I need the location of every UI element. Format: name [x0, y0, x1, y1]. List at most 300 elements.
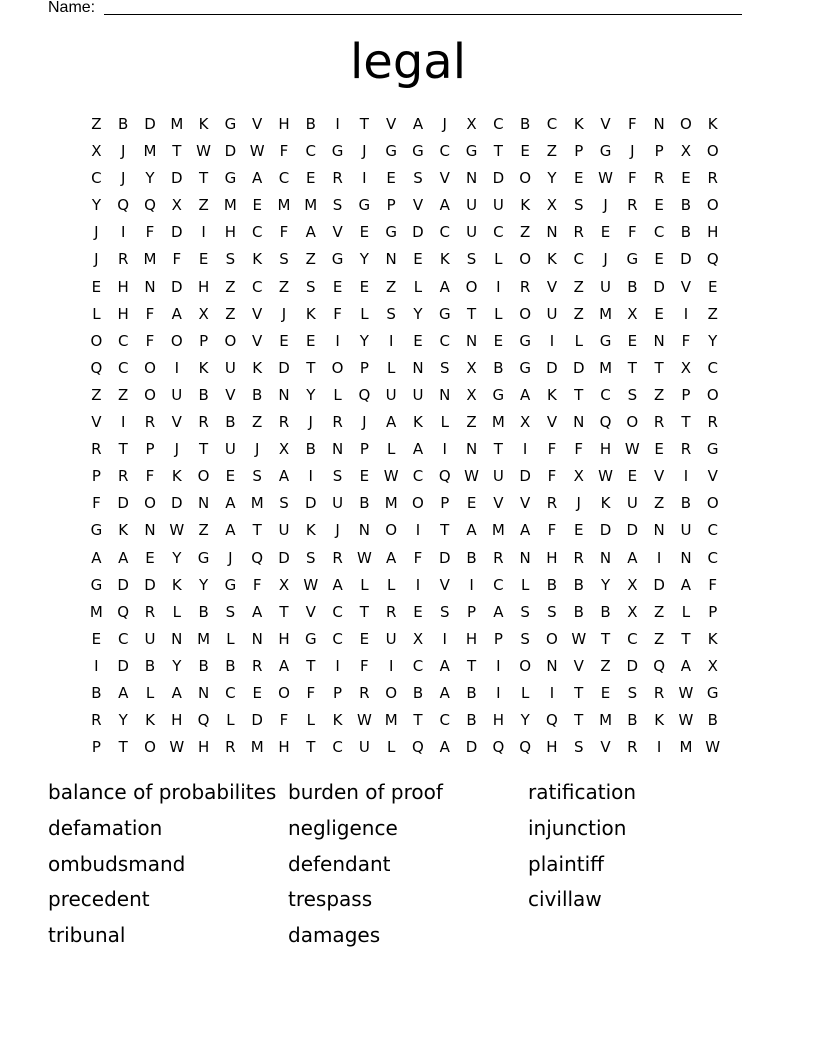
grid-letter[interactable]: B: [627, 711, 638, 730]
grid-letter[interactable]: B: [225, 413, 236, 432]
grid-letter[interactable]: W: [303, 575, 319, 594]
grid-letter[interactable]: E: [493, 331, 504, 350]
grid-letter[interactable]: N: [573, 413, 585, 432]
grid-letter[interactable]: R: [359, 683, 370, 702]
grid-letter[interactable]: G: [304, 629, 317, 648]
grid-letter[interactable]: E: [627, 331, 638, 350]
grid-letter[interactable]: O: [519, 304, 532, 323]
grid-letter[interactable]: R: [117, 467, 129, 486]
grid-letter[interactable]: B: [520, 115, 531, 133]
grid-letter[interactable]: S: [439, 602, 450, 621]
grid-letter[interactable]: I: [201, 223, 206, 242]
grid-letter[interactable]: J: [442, 115, 447, 133]
grid-letter[interactable]: Z: [707, 304, 718, 323]
grid-letter[interactable]: E: [574, 169, 584, 188]
grid-letter[interactable]: O: [144, 738, 156, 757]
grid-letter[interactable]: F: [145, 331, 155, 350]
grid-letter[interactable]: R: [117, 250, 129, 269]
grid-letter[interactable]: S: [627, 683, 638, 702]
grid-letter[interactable]: V: [654, 467, 665, 486]
grid-letter[interactable]: C: [305, 142, 317, 161]
grid-letter[interactable]: P: [91, 738, 101, 757]
grid-letter[interactable]: W: [356, 711, 372, 730]
grid-letter[interactable]: D: [519, 467, 531, 486]
grid-letter[interactable]: L: [440, 413, 449, 432]
grid-letter[interactable]: I: [496, 656, 501, 675]
grid-letter[interactable]: E: [332, 277, 343, 296]
grid-letter[interactable]: T: [306, 358, 316, 377]
grid-letter[interactable]: R: [680, 440, 692, 459]
grid-letter[interactable]: O: [224, 331, 237, 350]
grid-letter[interactable]: R: [627, 196, 638, 215]
grid-letter[interactable]: G: [706, 440, 719, 459]
grid-letter[interactable]: I: [120, 413, 126, 432]
grid-letter[interactable]: J: [630, 142, 635, 161]
grid-letter[interactable]: D: [117, 494, 129, 513]
grid-letter[interactable]: C: [707, 548, 718, 567]
grid-letter[interactable]: D: [680, 250, 692, 269]
grid-letter[interactable]: R: [707, 169, 718, 188]
grid-letter[interactable]: S: [520, 602, 530, 621]
grid-letter[interactable]: E: [359, 629, 370, 648]
grid-letter[interactable]: B: [573, 575, 584, 594]
grid-letter[interactable]: I: [94, 656, 99, 675]
grid-letter[interactable]: G: [358, 196, 371, 215]
grid-letter[interactable]: M: [491, 413, 505, 432]
grid-letter[interactable]: C: [439, 711, 450, 730]
grid-letter[interactable]: L: [520, 575, 530, 594]
grid-letter[interactable]: C: [493, 115, 504, 133]
grid-letter[interactable]: C: [707, 521, 718, 540]
grid-letter[interactable]: T: [681, 413, 691, 432]
grid-letter[interactable]: G: [385, 142, 397, 161]
grid-letter[interactable]: B: [707, 711, 718, 730]
grid-letter[interactable]: Y: [172, 548, 182, 567]
grid-letter[interactable]: B: [305, 440, 316, 459]
grid-letter[interactable]: G: [197, 548, 210, 567]
grid-letter[interactable]: Q: [144, 196, 156, 215]
grid-letter[interactable]: A: [439, 656, 450, 675]
grid-letter[interactable]: C: [332, 602, 343, 621]
grid-letter[interactable]: Z: [198, 521, 209, 540]
grid-letter[interactable]: E: [306, 169, 316, 188]
grid-letter[interactable]: O: [385, 521, 398, 540]
grid-letter[interactable]: F: [547, 467, 557, 486]
grid-letter[interactable]: T: [466, 304, 477, 323]
grid-letter[interactable]: N: [331, 440, 344, 459]
grid-letter[interactable]: X: [573, 467, 584, 486]
grid-letter[interactable]: W: [249, 142, 265, 161]
grid-letter[interactable]: Z: [653, 494, 665, 513]
grid-letter[interactable]: O: [680, 115, 692, 133]
grid-letter[interactable]: X: [466, 385, 477, 404]
grid-letter[interactable]: A: [225, 494, 236, 513]
grid-letter[interactable]: B: [198, 602, 209, 621]
grid-letter[interactable]: H: [546, 548, 558, 567]
grid-letter[interactable]: Z: [305, 250, 316, 269]
grid-letter[interactable]: V: [225, 385, 236, 404]
grid-letter[interactable]: I: [496, 683, 501, 702]
grid-letter[interactable]: B: [466, 548, 477, 567]
grid-letter[interactable]: A: [118, 548, 129, 567]
grid-letter[interactable]: E: [91, 277, 102, 296]
grid-letter[interactable]: B: [546, 575, 558, 594]
grid-letter[interactable]: K: [171, 467, 182, 486]
grid-letter[interactable]: A: [225, 521, 236, 540]
grid-letter[interactable]: H: [278, 738, 290, 757]
grid-letter[interactable]: V: [171, 413, 182, 432]
grid-letter[interactable]: C: [653, 223, 665, 242]
grid-letter[interactable]: V: [520, 494, 531, 513]
grid-letter[interactable]: N: [653, 115, 665, 133]
grid-letter[interactable]: L: [574, 331, 583, 350]
grid-letter[interactable]: W: [169, 521, 185, 540]
grid-letter[interactable]: F: [547, 521, 557, 540]
grid-letter[interactable]: D: [278, 548, 290, 567]
grid-letter[interactable]: C: [439, 331, 450, 350]
grid-letter[interactable]: N: [412, 358, 424, 377]
grid-letter[interactable]: I: [656, 738, 662, 757]
grid-letter[interactable]: M: [170, 115, 184, 133]
grid-letter[interactable]: M: [223, 196, 237, 215]
grid-letter[interactable]: T: [252, 521, 262, 540]
grid-letter[interactable]: S: [520, 629, 530, 648]
grid-letter[interactable]: P: [333, 683, 343, 702]
grid-letter[interactable]: N: [251, 629, 263, 648]
grid-letter[interactable]: H: [546, 738, 558, 757]
grid-letter[interactable]: K: [707, 629, 718, 648]
grid-letter[interactable]: R: [198, 413, 209, 432]
grid-letter[interactable]: R: [573, 223, 584, 242]
grid-letter[interactable]: V: [91, 413, 102, 432]
grid-letter[interactable]: L: [306, 711, 315, 730]
grid-letter[interactable]: M: [384, 711, 398, 730]
grid-letter[interactable]: B: [198, 656, 209, 675]
grid-letter[interactable]: N: [144, 277, 156, 296]
grid-letter[interactable]: I: [522, 440, 528, 459]
grid-letter[interactable]: I: [442, 440, 447, 459]
grid-letter[interactable]: J: [603, 250, 608, 269]
grid-letter[interactable]: E: [252, 683, 262, 702]
grid-letter[interactable]: I: [549, 331, 555, 350]
grid-letter[interactable]: E: [413, 250, 423, 269]
grid-letter[interactable]: D: [224, 142, 237, 161]
grid-letter[interactable]: S: [466, 250, 477, 269]
grid-letter[interactable]: C: [117, 629, 129, 648]
grid-letter[interactable]: I: [388, 331, 394, 350]
grid-letter[interactable]: J: [254, 440, 260, 459]
grid-letter[interactable]: T: [493, 142, 503, 161]
grid-letter[interactable]: V: [412, 196, 424, 215]
grid-letter[interactable]: E: [386, 169, 396, 188]
grid-letter[interactable]: W: [678, 683, 694, 702]
grid-letter[interactable]: C: [493, 575, 504, 594]
grid-letter[interactable]: N: [465, 440, 478, 459]
grid-letter[interactable]: B: [600, 602, 611, 621]
grid-letter[interactable]: A: [278, 656, 290, 675]
grid-letter[interactable]: H: [117, 304, 129, 323]
grid-letter[interactable]: L: [494, 304, 503, 323]
grid-letter[interactable]: N: [358, 521, 370, 540]
grid-letter[interactable]: M: [679, 738, 693, 757]
grid-letter[interactable]: K: [413, 413, 423, 432]
grid-letter[interactable]: U: [224, 358, 236, 377]
grid-letter[interactable]: L: [360, 304, 369, 323]
grid-letter[interactable]: T: [118, 440, 128, 459]
grid-letter[interactable]: R: [707, 413, 718, 432]
grid-letter[interactable]: M: [599, 711, 613, 730]
grid-letter[interactable]: A: [171, 683, 182, 702]
grid-letter[interactable]: M: [384, 494, 398, 513]
grid-letter[interactable]: S: [225, 602, 236, 621]
grid-letter[interactable]: Y: [359, 250, 369, 269]
grid-letter[interactable]: O: [412, 494, 424, 513]
grid-letter[interactable]: Q: [599, 413, 612, 432]
grid-letter[interactable]: D: [653, 575, 665, 594]
grid-letter[interactable]: G: [492, 385, 505, 404]
grid-letter[interactable]: M: [250, 738, 264, 757]
grid-letter[interactable]: F: [172, 250, 182, 269]
grid-letter[interactable]: G: [438, 304, 451, 323]
grid-letter[interactable]: C: [439, 142, 450, 161]
grid-letter[interactable]: S: [225, 250, 236, 269]
grid-letter[interactable]: J: [174, 440, 179, 459]
grid-letter[interactable]: S: [547, 602, 557, 621]
grid-letter[interactable]: Q: [519, 738, 532, 757]
grid-letter[interactable]: U: [171, 385, 183, 404]
grid-letter[interactable]: W: [598, 169, 613, 188]
grid-letter[interactable]: P: [708, 602, 718, 621]
grid-letter[interactable]: F: [681, 331, 691, 350]
grid-letter[interactable]: F: [279, 711, 289, 730]
grid-letter[interactable]: R: [144, 413, 156, 432]
grid-letter[interactable]: D: [492, 169, 505, 188]
grid-letter[interactable]: U: [278, 521, 290, 540]
grid-letter[interactable]: Y: [547, 169, 557, 188]
grid-letter[interactable]: J: [576, 494, 581, 513]
grid-letter[interactable]: S: [279, 494, 289, 513]
grid-letter[interactable]: O: [706, 142, 719, 161]
grid-letter[interactable]: F: [145, 223, 155, 242]
grid-letter[interactable]: B: [627, 277, 638, 296]
grid-letter[interactable]: M: [599, 358, 613, 377]
grid-letter[interactable]: C: [332, 738, 343, 757]
grid-letter[interactable]: C: [412, 656, 424, 675]
grid-letter[interactable]: Q: [197, 711, 210, 730]
grid-letter[interactable]: M: [491, 521, 505, 540]
grid-letter[interactable]: E: [654, 196, 664, 215]
grid-letter[interactable]: O: [519, 250, 532, 269]
grid-letter[interactable]: Y: [145, 169, 155, 188]
grid-letter[interactable]: D: [572, 358, 585, 377]
grid-letter[interactable]: Q: [412, 738, 424, 757]
grid-letter[interactable]: P: [574, 142, 584, 161]
grid-letter[interactable]: U: [626, 494, 638, 513]
grid-letter[interactable]: R: [519, 277, 531, 296]
grid-letter[interactable]: A: [680, 656, 692, 675]
grid-letter[interactable]: K: [118, 521, 129, 540]
grid-letter[interactable]: Y: [306, 385, 316, 404]
grid-letter[interactable]: O: [197, 467, 210, 486]
grid-letter[interactable]: G: [599, 331, 612, 350]
grid-letter[interactable]: I: [442, 629, 447, 648]
grid-letter[interactable]: C: [117, 358, 129, 377]
grid-letter[interactable]: V: [386, 115, 397, 133]
grid-letter[interactable]: F: [413, 548, 423, 567]
grid-letter[interactable]: N: [465, 169, 478, 188]
grid-letter[interactable]: Z: [573, 304, 584, 323]
grid-letter[interactable]: Z: [225, 304, 236, 323]
grid-letter[interactable]: N: [519, 548, 531, 567]
grid-letter[interactable]: D: [546, 358, 558, 377]
grid-letter[interactable]: O: [385, 683, 398, 702]
grid-letter[interactable]: W: [598, 467, 613, 486]
grid-letter[interactable]: H: [599, 440, 612, 459]
grid-letter[interactable]: G: [224, 575, 237, 594]
grid-letter[interactable]: T: [172, 142, 182, 161]
grid-letter[interactable]: V: [332, 223, 343, 242]
grid-letter[interactable]: L: [360, 575, 369, 594]
grid-letter[interactable]: Q: [706, 250, 719, 269]
grid-letter[interactable]: Y: [413, 304, 423, 323]
grid-letter[interactable]: E: [91, 629, 102, 648]
grid-letter[interactable]: J: [94, 250, 99, 269]
grid-letter[interactable]: Q: [492, 738, 505, 757]
grid-letter[interactable]: Z: [91, 115, 102, 133]
grid-letter[interactable]: D: [171, 169, 183, 188]
grid-letter[interactable]: A: [386, 548, 397, 567]
grid-letter[interactable]: Z: [118, 385, 129, 404]
grid-letter[interactable]: B: [198, 385, 209, 404]
grid-letter[interactable]: O: [144, 358, 156, 377]
grid-letter[interactable]: K: [252, 358, 263, 377]
grid-letter[interactable]: Z: [466, 413, 477, 432]
grid-letter[interactable]: X: [680, 142, 692, 161]
grid-letter[interactable]: Q: [438, 467, 451, 486]
grid-letter[interactable]: X: [412, 629, 424, 648]
grid-letter[interactable]: C: [439, 223, 450, 242]
grid-letter[interactable]: F: [306, 683, 316, 702]
grid-letter[interactable]: A: [439, 196, 450, 215]
grid-letter[interactable]: W: [571, 629, 587, 648]
grid-letter[interactable]: M: [89, 602, 103, 621]
grid-letter[interactable]: E: [359, 223, 370, 242]
grid-letter[interactable]: L: [333, 385, 342, 404]
grid-letter[interactable]: L: [92, 304, 101, 323]
grid-letter[interactable]: E: [413, 331, 423, 350]
grid-letter[interactable]: M: [197, 629, 211, 648]
grid-letter[interactable]: R: [144, 602, 156, 621]
grid-letter[interactable]: A: [520, 521, 531, 540]
grid-letter[interactable]: S: [306, 548, 316, 567]
grid-letter[interactable]: I: [335, 115, 340, 133]
grid-letter[interactable]: P: [91, 467, 101, 486]
grid-letter[interactable]: R: [278, 413, 290, 432]
grid-letter[interactable]: L: [226, 711, 235, 730]
grid-letter[interactable]: B: [493, 358, 504, 377]
grid-letter[interactable]: J: [120, 142, 126, 161]
grid-letter[interactable]: B: [252, 385, 263, 404]
grid-letter[interactable]: F: [279, 142, 289, 161]
grid-letter[interactable]: R: [653, 413, 665, 432]
grid-letter[interactable]: S: [439, 358, 450, 377]
grid-letter[interactable]: M: [277, 196, 291, 215]
grid-letter[interactable]: U: [546, 304, 558, 323]
grid-letter[interactable]: F: [628, 223, 637, 242]
grid-letter[interactable]: Q: [653, 656, 666, 675]
grid-letter[interactable]: R: [653, 169, 665, 188]
grid-letter[interactable]: B: [466, 711, 477, 730]
grid-letter[interactable]: F: [145, 304, 155, 323]
grid-letter[interactable]: S: [413, 169, 423, 188]
grid-letter[interactable]: E: [413, 602, 423, 621]
grid-letter[interactable]: T: [413, 711, 423, 730]
grid-letter[interactable]: W: [678, 711, 694, 730]
grid-letter[interactable]: D: [599, 521, 612, 540]
grid-letter[interactable]: E: [654, 250, 664, 269]
grid-letter[interactable]: B: [680, 196, 692, 215]
grid-letter[interactable]: C: [117, 331, 129, 350]
grid-letter[interactable]: D: [626, 656, 639, 675]
grid-letter[interactable]: U: [144, 629, 156, 648]
grid-letter[interactable]: I: [415, 575, 421, 594]
grid-letter[interactable]: J: [94, 223, 99, 242]
grid-letter[interactable]: U: [466, 223, 478, 242]
grid-letter[interactable]: N: [599, 548, 612, 567]
grid-letter[interactable]: I: [174, 358, 179, 377]
grid-letter[interactable]: Z: [278, 277, 290, 296]
grid-letter[interactable]: V: [252, 331, 263, 350]
grid-letter[interactable]: C: [251, 277, 263, 296]
grid-letter[interactable]: Y: [359, 331, 369, 350]
grid-letter[interactable]: A: [332, 575, 343, 594]
grid-letter[interactable]: D: [117, 656, 129, 675]
grid-letter[interactable]: Z: [546, 142, 558, 161]
grid-letter[interactable]: L: [520, 683, 530, 702]
grid-letter[interactable]: L: [172, 602, 181, 621]
grid-letter[interactable]: R: [91, 440, 102, 459]
grid-letter[interactable]: T: [600, 629, 611, 648]
grid-letter[interactable]: V: [439, 575, 450, 594]
grid-letter[interactable]: C: [627, 629, 638, 648]
grid-letter[interactable]: T: [359, 602, 369, 621]
grid-letter[interactable]: M: [304, 196, 318, 215]
grid-letter[interactable]: T: [279, 602, 289, 621]
grid-letter[interactable]: L: [386, 738, 396, 757]
grid-letter[interactable]: B: [466, 683, 477, 702]
grid-letter[interactable]: G: [519, 331, 531, 350]
grid-letter[interactable]: B: [91, 683, 102, 702]
grid-letter[interactable]: J: [308, 413, 313, 432]
grid-letter[interactable]: I: [335, 331, 340, 350]
grid-letter[interactable]: O: [546, 629, 558, 648]
grid-letter[interactable]: C: [573, 250, 584, 269]
grid-letter[interactable]: X: [546, 196, 558, 215]
grid-letter[interactable]: N: [197, 494, 210, 513]
grid-letter[interactable]: H: [224, 223, 237, 242]
grid-letter[interactable]: I: [415, 521, 421, 540]
grid-letter[interactable]: E: [466, 494, 477, 513]
grid-letter[interactable]: A: [680, 575, 692, 594]
grid-letter[interactable]: H: [278, 115, 290, 133]
grid-letter[interactable]: T: [654, 358, 664, 377]
grid-letter[interactable]: K: [305, 521, 316, 540]
grid-letter[interactable]: T: [359, 115, 369, 133]
grid-letter[interactable]: R: [332, 169, 343, 188]
grid-letter[interactable]: U: [224, 440, 236, 459]
grid-letter[interactable]: N: [546, 656, 558, 675]
grid-letter[interactable]: K: [520, 196, 531, 215]
